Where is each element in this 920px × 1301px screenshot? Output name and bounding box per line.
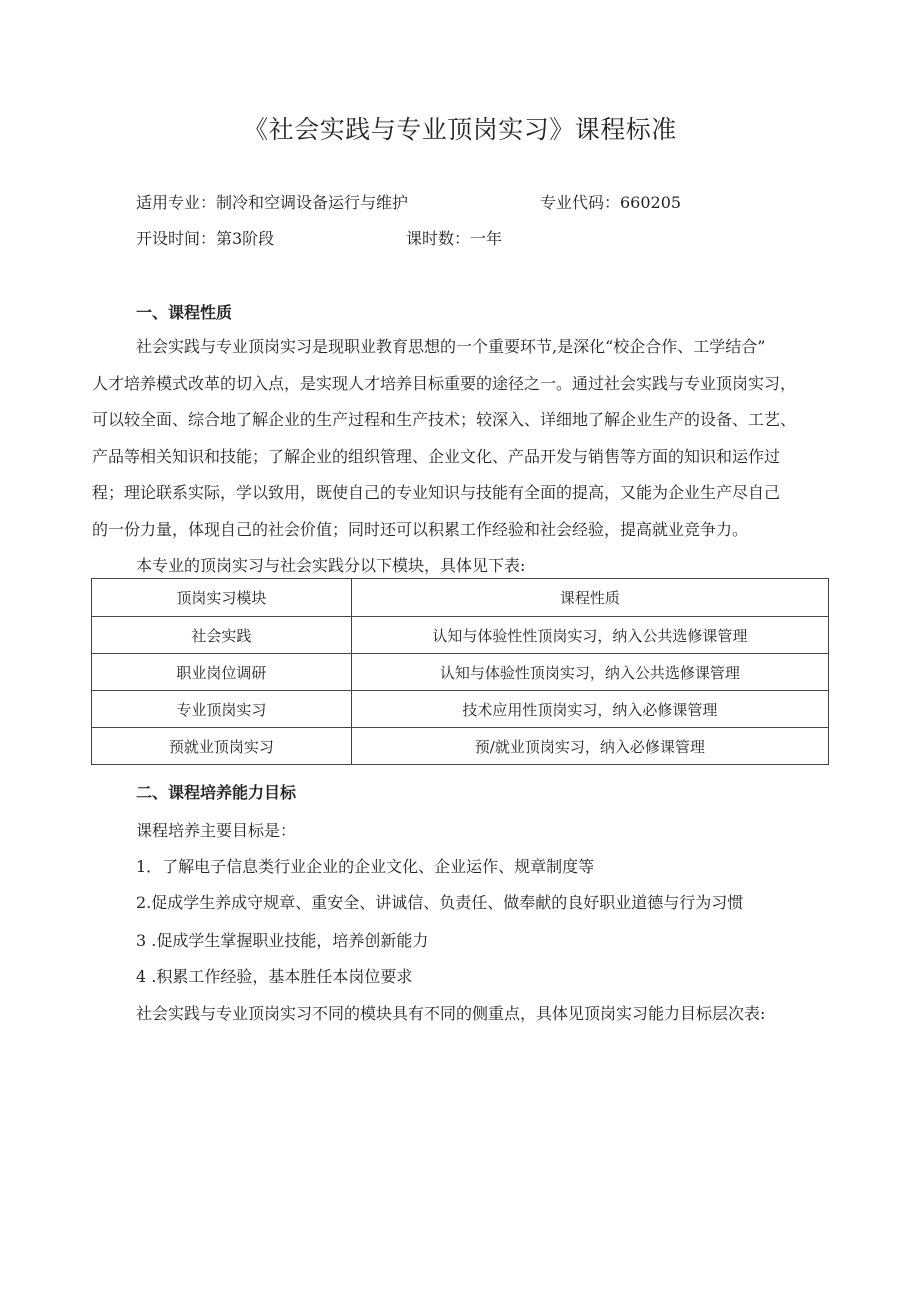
- table-row: [92, 728, 829, 765]
- goals-intro: 课程培养主要目标是：: [136, 821, 297, 840]
- paragraph-line: 产品等相关知识和技能；了解企业的组织管理、企业文化、产品开发与销售等方面的知识和运作过: [92, 446, 781, 466]
- cell-nature: 预/就业顶岗实习，纳入必修课管理: [351, 728, 828, 765]
- table-row: [92, 691, 829, 728]
- section2-heading: 二、课程培养能力目标: [136, 783, 297, 802]
- paragraph-line: 人才培养模式改革的切入点，是实现人才培养目标重要的途径之一。通过社会实践与专业顶岗实习，: [92, 373, 797, 393]
- time-label: 开设时间：第3阶段: [136, 229, 275, 248]
- cell-module: 预就业顶岗实习: [92, 728, 352, 765]
- major-label: 适用专业：制冷和空调设备运行与维护: [136, 193, 409, 212]
- paragraph-line: 社会实践与专业顶岗实习是现职业教育思想的一个重要环节,是深化“校企合作、工学结合”: [136, 337, 766, 356]
- cell-nature: 认知与体验性顶岗实习，纳入公共选修课管理: [351, 654, 828, 691]
- cell-module: 专业顶岗实习: [92, 691, 352, 728]
- goal-item: 2.促成学生养成守规章、重安全、讲诚信、负责任、做奉献的良好职业道德与行为习惯: [136, 893, 744, 912]
- header-nature: 课程性质: [351, 579, 828, 617]
- table-intro: 本专业的顶岗实习与社会实践分以下模块，具体见下表:: [136, 556, 526, 575]
- cell-nature: 认知与体验性性顶岗实习，纳入公共选修课管理: [351, 617, 828, 654]
- table-row: [92, 617, 829, 654]
- closing-line: 社会实践与专业顶岗实习不同的模块具有不同的侧重点，具体见顶岗实习能力目标层次表:: [136, 1004, 766, 1023]
- page-title: 《社会实践与专业顶岗实习》课程标准: [243, 115, 677, 144]
- paragraph-line: 可以较全面、综合地了解企业的生产过程和生产技术；较深入、详细地了解企业生产的设备、工艺、: [92, 410, 797, 429]
- goal-item: 4 .积累工作经验，基本胜任本岗位要求: [136, 967, 413, 986]
- header-module: 顶岗实习模块: [92, 579, 352, 617]
- modules-table: [91, 578, 829, 765]
- section1-heading: 一、课程性质: [136, 303, 233, 322]
- cell-nature: 技术应用性顶岗实习，纳入必修课管理: [351, 691, 828, 728]
- paragraph-line: 程；理论联系实际，学以致用，既使自己的专业知识与技能有全面的提高，又能为企业生产尽自己: [92, 483, 781, 502]
- cell-module: 职业岗位调研: [92, 654, 352, 691]
- goal-item: 3 .促成学生掌握职业技能，培养创新能力: [136, 931, 429, 950]
- code-label: 专业代码：660205: [540, 193, 682, 212]
- table-header-row: [92, 579, 829, 617]
- goal-item: 1．了解电子信息类行业企业的企业文化、企业运作、规章制度等: [136, 857, 595, 876]
- table-row: [92, 654, 829, 691]
- hours-label: 课时数：一年: [406, 229, 503, 248]
- paragraph-line: 的一份力量，体现自己的社会价值；同时还可以积累工作经验和社会经验，提高就业竞争力。: [92, 519, 749, 539]
- cell-module: 社会实践: [92, 617, 352, 654]
- section1-paragraph: [92, 329, 840, 548]
